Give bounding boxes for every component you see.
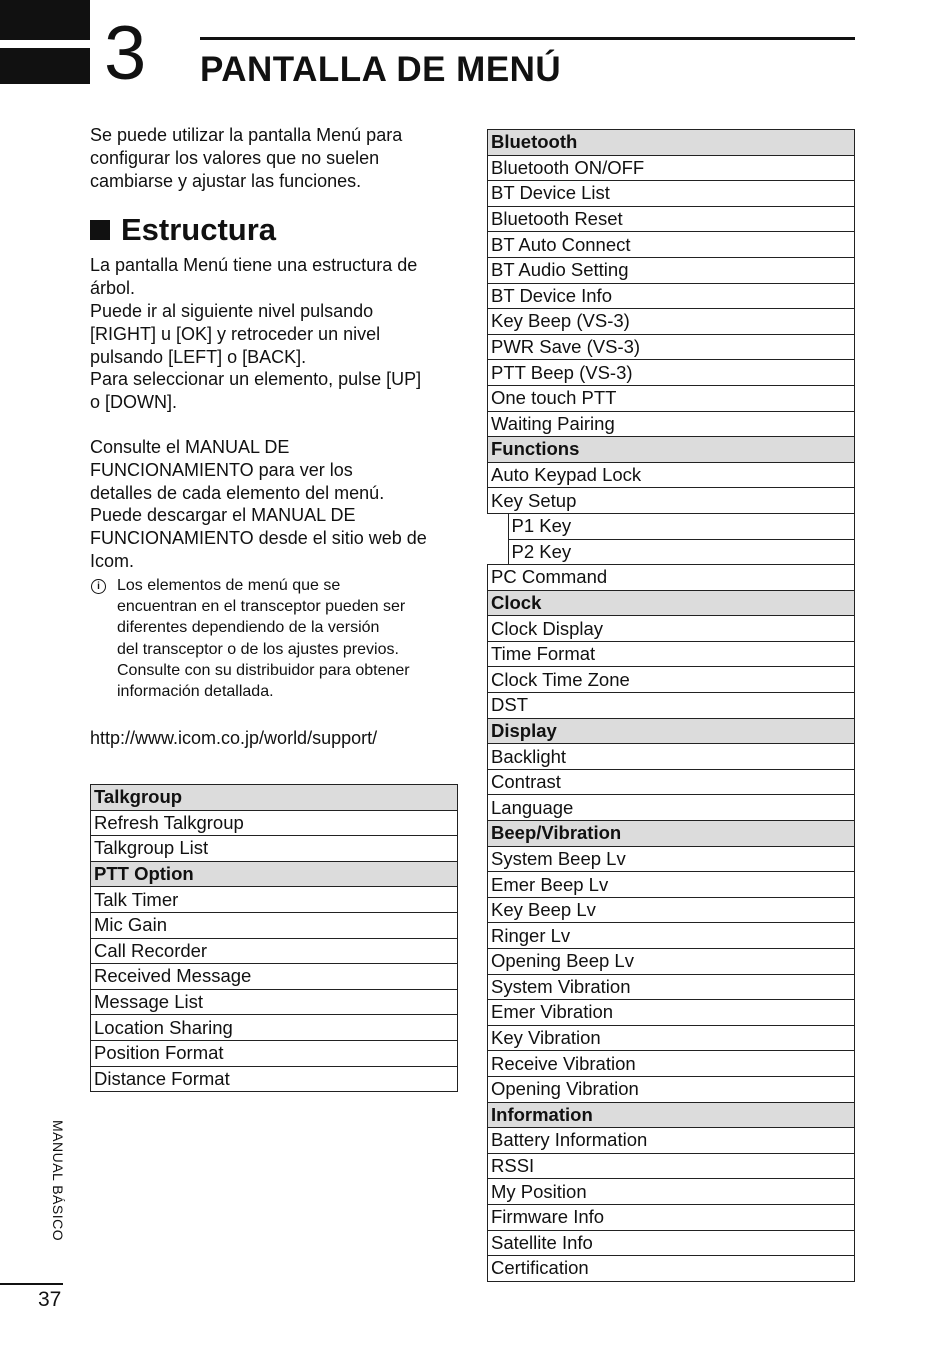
menu-item bbox=[488, 795, 855, 821]
chapter-tab-block bbox=[0, 0, 90, 40]
menu-section-header bbox=[91, 785, 458, 811]
menu-item bbox=[488, 488, 855, 514]
menu-item-label: Talkgroup bbox=[91, 785, 458, 811]
menu-item-label: Key Vibration bbox=[488, 1025, 855, 1051]
menu-item-label: Clock Time Zone bbox=[488, 667, 855, 693]
menu-item bbox=[488, 949, 855, 975]
menu-section-header bbox=[91, 861, 458, 887]
menu-item bbox=[488, 360, 855, 386]
side-label: MANUAL BÁSICO bbox=[50, 1120, 66, 1242]
menu-item bbox=[91, 1066, 458, 1092]
menu-item bbox=[488, 616, 855, 642]
menu-item-label: Key Beep Lv bbox=[488, 897, 855, 923]
menu-item-label: Message List bbox=[91, 989, 458, 1015]
menu-item-label: Bluetooth ON/OFF bbox=[488, 155, 855, 181]
structure-paragraph: La pantalla Menú tiene una estructura de árbol. Puede ir al siguiente nivel pulsando [RIGHT] u [OK] y retroceder un nivel pulsando [LEFT] o [BACK]. Para seleccionar un elemento, pulse [UP] o [DOWN]. bbox=[90, 255, 422, 413]
menu-item-label: BT Auto Connect bbox=[488, 232, 855, 258]
menu-item-label: BT Device List bbox=[488, 181, 855, 207]
menu-item bbox=[488, 667, 855, 693]
menu-item bbox=[488, 744, 855, 770]
menu-item bbox=[488, 411, 855, 437]
menu-item bbox=[488, 334, 855, 360]
note-text: Los elementos de menú que se encuentran en el transceptor pueden ser diferentes dependiendo de la versión del transceptor o de los ajustes previos. Consulte con su distribuidor para obtener información detallada. bbox=[117, 576, 410, 701]
menu-item-label: Talkgroup List bbox=[91, 836, 458, 862]
menu-item bbox=[488, 283, 855, 309]
menu-item-label: Battery Information bbox=[488, 1128, 855, 1154]
chapter-rule bbox=[200, 37, 855, 40]
menu-item-label: Information bbox=[488, 1102, 855, 1128]
manual-paragraph: Consulte el MANUAL DE FUNCIONAMIENTO para ver los detalles de cada elemento del menú. Puede descargar el MANUAL DE FUNCIONAMIENTO desde el sitio web de Icom. bbox=[90, 436, 427, 571]
menu-item bbox=[488, 1256, 855, 1282]
menu-item-label: Backlight bbox=[488, 744, 855, 770]
menu-item bbox=[488, 206, 855, 232]
menu-item-label: P1 Key bbox=[508, 513, 855, 539]
menu-item-label: Clock Display bbox=[488, 616, 855, 642]
menu-item bbox=[488, 181, 855, 207]
menu-item bbox=[488, 155, 855, 181]
menu-item-label: Key Beep (VS-3) bbox=[488, 309, 855, 335]
menu-item bbox=[488, 693, 855, 719]
menu-item bbox=[91, 810, 458, 836]
menu-item-label: Display bbox=[488, 718, 855, 744]
menu-item bbox=[488, 309, 855, 335]
menu-item bbox=[91, 989, 458, 1015]
menu-table-right bbox=[487, 129, 855, 1282]
menu-item bbox=[91, 964, 458, 990]
menu-item bbox=[488, 897, 855, 923]
menu-item-label: Bluetooth bbox=[488, 130, 855, 156]
menu-item-label: Waiting Pairing bbox=[488, 411, 855, 437]
menu-item bbox=[488, 846, 855, 872]
menu-item bbox=[488, 539, 855, 565]
menu-item bbox=[488, 1076, 855, 1102]
menu-section-header bbox=[488, 437, 855, 463]
info-note bbox=[90, 575, 458, 703]
intro-paragraph: Se puede utilizar la pantalla Menú para configurar los valores que no suelen cambiarse y ajustar las funciones. bbox=[90, 125, 403, 191]
menu-item-label: Firmware Info bbox=[488, 1204, 855, 1230]
menu-section-header bbox=[488, 718, 855, 744]
menu-item-label: PTT Option bbox=[91, 861, 458, 887]
menu-indent bbox=[488, 539, 509, 565]
menu-section-header bbox=[488, 1102, 855, 1128]
menu-item bbox=[488, 1153, 855, 1179]
info-icon: i bbox=[91, 579, 106, 594]
menu-item bbox=[488, 1025, 855, 1051]
menu-item-label: Emer Vibration bbox=[488, 1000, 855, 1026]
menu-item bbox=[91, 938, 458, 964]
menu-item bbox=[488, 974, 855, 1000]
menu-item bbox=[91, 1015, 458, 1041]
menu-item-label: Mic Gain bbox=[91, 912, 458, 938]
menu-item-label: Received Message bbox=[91, 964, 458, 990]
menu-section-header bbox=[488, 130, 855, 156]
menu-item bbox=[91, 912, 458, 938]
menu-item-label: Certification bbox=[488, 1256, 855, 1282]
menu-item-label: Opening Vibration bbox=[488, 1076, 855, 1102]
menu-item-label: System Beep Lv bbox=[488, 846, 855, 872]
left-column bbox=[90, 124, 458, 749]
menu-item-label: P2 Key bbox=[508, 539, 855, 565]
section-heading bbox=[90, 212, 458, 248]
menu-item-label: Auto Keypad Lock bbox=[488, 462, 855, 488]
menu-item-label: Call Recorder bbox=[91, 938, 458, 964]
menu-section-header bbox=[488, 821, 855, 847]
chapter-tab-block bbox=[0, 48, 90, 84]
support-url[interactable]: http://www.icom.co.jp/world/support/ bbox=[90, 727, 378, 748]
chapter-title: PANTALLA DE MENÚ bbox=[200, 50, 562, 89]
menu-item-label: Functions bbox=[488, 437, 855, 463]
menu-item bbox=[488, 1179, 855, 1205]
page-rule bbox=[0, 1283, 63, 1285]
menu-item-label: Clock bbox=[488, 590, 855, 616]
menu-item bbox=[488, 1000, 855, 1026]
menu-item bbox=[91, 1040, 458, 1066]
menu-table-left bbox=[90, 784, 458, 1092]
menu-item bbox=[488, 872, 855, 898]
menu-item-label: Emer Beep Lv bbox=[488, 872, 855, 898]
menu-item bbox=[488, 1051, 855, 1077]
menu-item-label: One touch PTT bbox=[488, 385, 855, 411]
menu-item-label: Contrast bbox=[488, 769, 855, 795]
menu-item-label: My Position bbox=[488, 1179, 855, 1205]
menu-item-label: Beep/Vibration bbox=[488, 821, 855, 847]
menu-item bbox=[488, 1204, 855, 1230]
menu-item bbox=[488, 1230, 855, 1256]
menu-item-label: Opening Beep Lv bbox=[488, 949, 855, 975]
menu-item-label: PC Command bbox=[488, 565, 855, 591]
menu-item bbox=[488, 565, 855, 591]
menu-item bbox=[488, 462, 855, 488]
menu-item bbox=[91, 836, 458, 862]
black-square-icon bbox=[90, 220, 110, 240]
menu-item bbox=[488, 769, 855, 795]
page-number: 37 bbox=[38, 1288, 62, 1311]
menu-item-label: Talk Timer bbox=[91, 887, 458, 913]
menu-item bbox=[488, 257, 855, 283]
menu-item-label: Ringer Lv bbox=[488, 923, 855, 949]
menu-item bbox=[488, 232, 855, 258]
menu-item bbox=[91, 887, 458, 913]
menu-item-label: RSSI bbox=[488, 1153, 855, 1179]
menu-item-label: Key Setup bbox=[488, 488, 855, 514]
menu-item-label: Bluetooth Reset bbox=[488, 206, 855, 232]
menu-item-label: Distance Format bbox=[91, 1066, 458, 1092]
menu-item-label: BT Audio Setting bbox=[488, 257, 855, 283]
menu-item-label: System Vibration bbox=[488, 974, 855, 1000]
section-heading-text: Estructura bbox=[121, 212, 277, 248]
menu-item-label: Position Format bbox=[91, 1040, 458, 1066]
menu-item-label: BT Device Info bbox=[488, 283, 855, 309]
menu-item bbox=[488, 923, 855, 949]
menu-section-header bbox=[488, 590, 855, 616]
menu-item bbox=[488, 385, 855, 411]
menu-item-label: PWR Save (VS-3) bbox=[488, 334, 855, 360]
menu-item-label: PTT Beep (VS-3) bbox=[488, 360, 855, 386]
menu-item-label: Receive Vibration bbox=[488, 1051, 855, 1077]
menu-item-label: DST bbox=[488, 693, 855, 719]
menu-item-label: Satellite Info bbox=[488, 1230, 855, 1256]
menu-item-label: Language bbox=[488, 795, 855, 821]
menu-indent bbox=[488, 513, 509, 539]
menu-item-label: Refresh Talkgroup bbox=[91, 810, 458, 836]
menu-item-label: Time Format bbox=[488, 641, 855, 667]
chapter-number: 3 bbox=[104, 11, 147, 96]
menu-item bbox=[488, 513, 855, 539]
menu-item bbox=[488, 1128, 855, 1154]
menu-item-label: Location Sharing bbox=[91, 1015, 458, 1041]
menu-item bbox=[488, 641, 855, 667]
